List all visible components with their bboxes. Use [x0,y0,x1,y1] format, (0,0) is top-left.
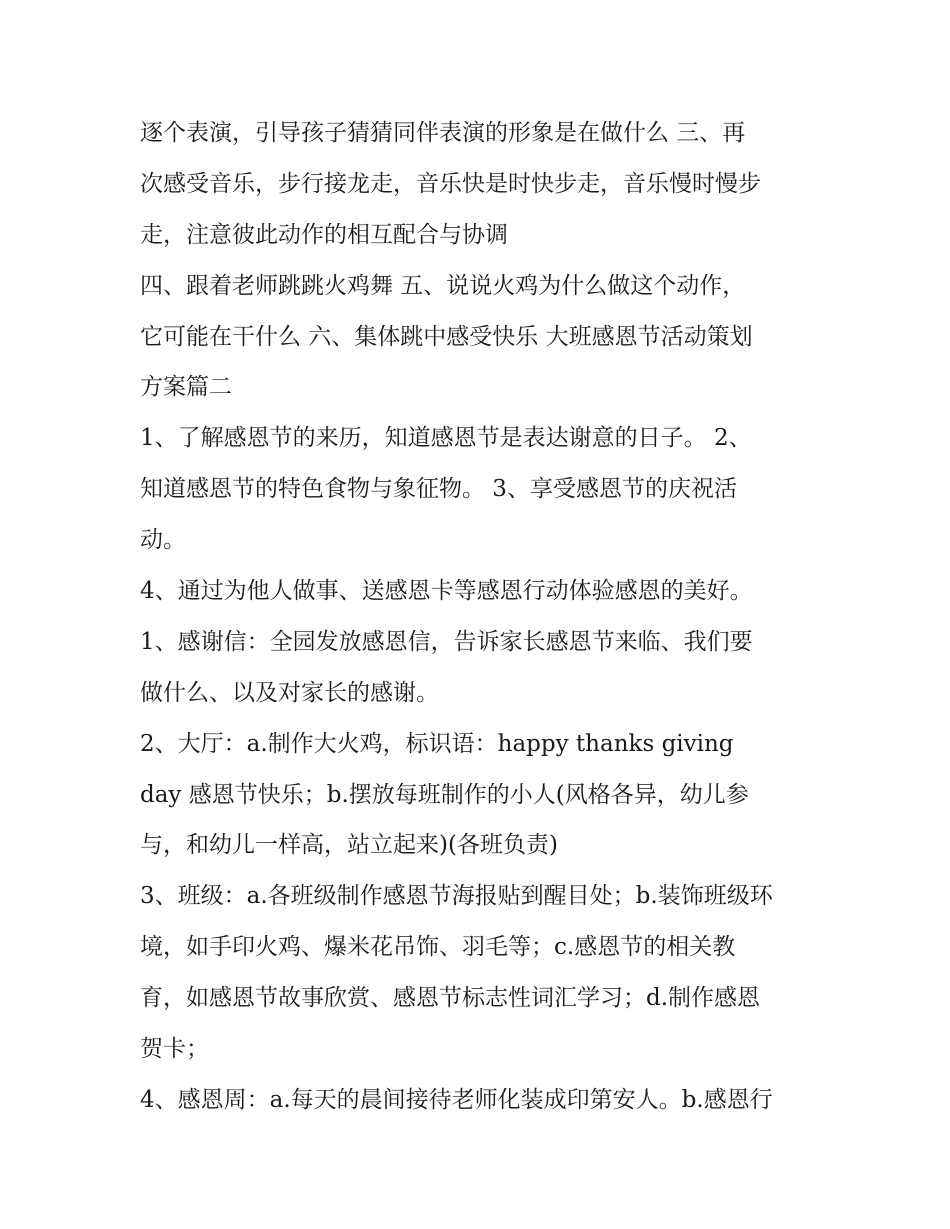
text-line: 贺卡； [140,1036,209,1063]
text-line: 做什么、以及对家长的感谢。 [140,679,439,706]
text-line: 逐个表演，引导孩子猜猜同伴表演的形象是在做什么 三、再 [140,120,746,146]
text-line: 方案篇二 [140,374,232,401]
text-line: 2、大厅：a.制作大火鸡，标识语：happy thanks giving [140,730,734,757]
text-line: 四、跟着老师跳跳火鸡舞 五、说说火鸡为什么做这个动作， [140,272,746,299]
text-line: 1、感谢信：全园发放感恩信，告诉家长感恩节来临、我们要 [140,628,753,655]
text-line: day 感恩节快乐；b.摆放每班制作的小人(风格各异，幼儿参 [140,781,749,808]
text-line: 走，注意彼此动作的相互配合与协调 [140,221,508,248]
text-line: 3、班级：a.各班级制作感恩节海报贴到醒目处；b.装饰班级环 [140,883,773,910]
document-body [140,108,820,1126]
text-line: 动。 [140,527,186,554]
text-line: 它可能在干什么 六、集体跳中感受快乐 大班感恩节活动策划 [140,323,753,350]
text-line: 1、了解感恩节的来历，知道感恩节是表达谢意的日子。 2、 [140,425,752,452]
text-line: 育，如感恩节故事欣赏、感恩节标志性词汇学习；d.制作感恩 [140,985,761,1012]
text-line: 4、感恩周：a.每天的晨间接待老师化装成印第安人。b.感恩行 [140,1086,773,1113]
text-line: 知道感恩节的特色食物与象征物。 3、享受感恩节的庆祝活 [140,476,737,503]
text-line: 境，如手印火鸡、爆米花吊饰、羽毛等；c.感恩节的相关教 [140,934,736,961]
text-line: 次感受音乐，步行接龙走，音乐快是时快步走，音乐慢时慢步 [140,170,761,197]
text-line: 与，和幼儿一样高，站立起来)(各班负责) [140,832,558,859]
text-line: 4、通过为他人做事、送感恩卡等感恩行动体验感恩的美好。 [140,578,753,605]
